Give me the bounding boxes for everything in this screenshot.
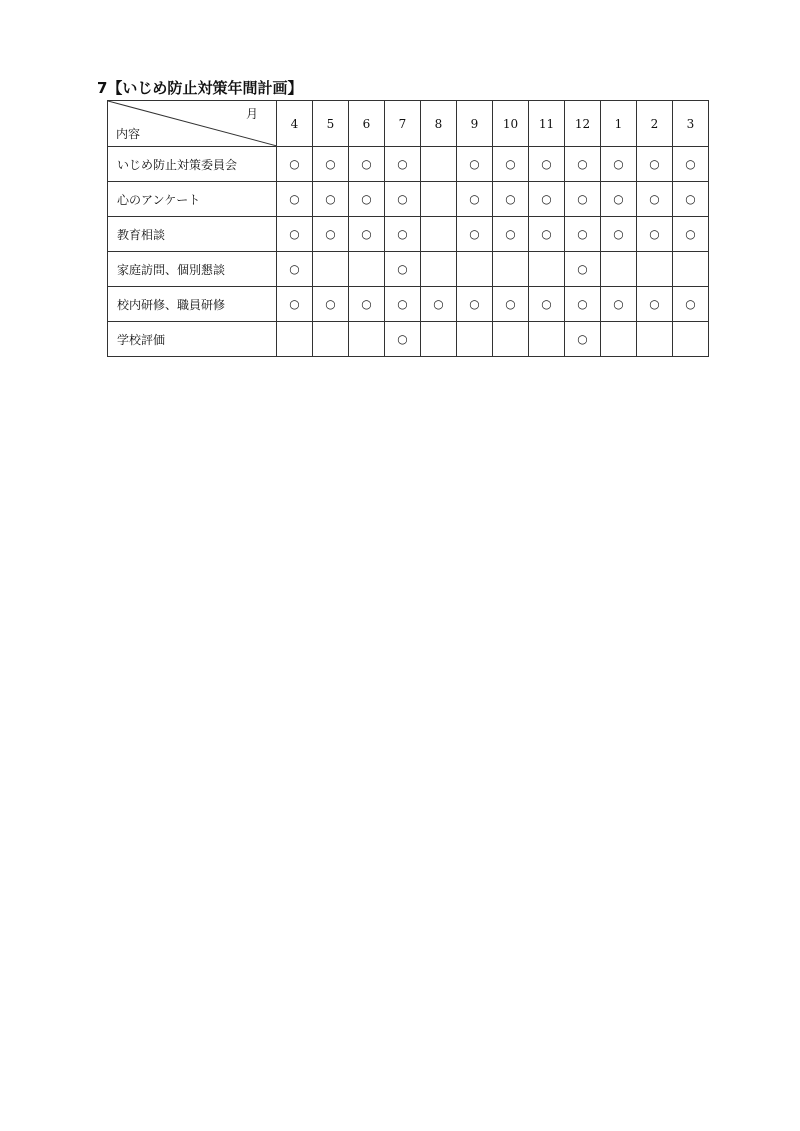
circle-mark-icon: ○	[541, 192, 552, 206]
scheduled-mark-cell	[673, 217, 709, 252]
circle-mark-icon: ○	[469, 297, 480, 311]
plan-table-body	[108, 147, 709, 357]
row-label-cell: 家庭訪問、個別懇談	[108, 252, 277, 287]
scheduled-mark-cell	[277, 182, 313, 217]
circle-mark-icon: ○	[433, 297, 444, 311]
empty-cell	[313, 322, 349, 357]
scheduled-mark-cell	[385, 322, 421, 357]
scheduled-mark-cell	[349, 182, 385, 217]
scheduled-mark-cell	[313, 182, 349, 217]
empty-cell	[493, 322, 529, 357]
empty-cell	[457, 322, 493, 357]
month-header-12: 12	[565, 101, 601, 147]
circle-mark-icon: ○	[505, 192, 516, 206]
scheduled-mark-cell	[673, 147, 709, 182]
scheduled-mark-cell	[637, 217, 673, 252]
circle-mark-icon: ○	[577, 332, 588, 346]
scheduled-mark-cell	[421, 287, 457, 322]
scheduled-mark-cell	[673, 182, 709, 217]
table-row	[108, 147, 709, 182]
circle-mark-icon: ○	[577, 157, 588, 171]
circle-mark-icon: ○	[685, 297, 696, 311]
page-heading: 7【いじめ防止対策年間計画】	[97, 79, 303, 97]
scheduled-mark-cell	[529, 287, 565, 322]
scheduled-mark-cell	[637, 182, 673, 217]
scheduled-mark-cell	[637, 147, 673, 182]
empty-cell	[529, 322, 565, 357]
table-row	[108, 252, 709, 287]
scheduled-mark-cell	[385, 182, 421, 217]
circle-mark-icon: ○	[325, 192, 336, 206]
scheduled-mark-cell	[457, 182, 493, 217]
circle-mark-icon: ○	[289, 262, 300, 276]
circle-mark-icon: ○	[325, 157, 336, 171]
month-header-5: 5	[313, 101, 349, 147]
circle-mark-icon: ○	[289, 157, 300, 171]
empty-cell	[421, 322, 457, 357]
empty-cell	[457, 252, 493, 287]
table-row	[108, 217, 709, 252]
circle-mark-icon: ○	[577, 262, 588, 276]
circle-mark-icon: ○	[649, 227, 660, 241]
circle-mark-icon: ○	[325, 297, 336, 311]
scheduled-mark-cell	[313, 147, 349, 182]
month-header-11: 11	[529, 101, 565, 147]
empty-cell	[349, 322, 385, 357]
circle-mark-icon: ○	[577, 297, 588, 311]
table-row	[108, 287, 709, 322]
empty-cell	[349, 252, 385, 287]
empty-cell	[421, 252, 457, 287]
empty-cell	[529, 252, 565, 287]
month-header-10: 10	[493, 101, 529, 147]
scheduled-mark-cell	[601, 182, 637, 217]
scheduled-mark-cell	[493, 287, 529, 322]
circle-mark-icon: ○	[397, 332, 408, 346]
scheduled-mark-cell	[529, 217, 565, 252]
scheduled-mark-cell	[493, 147, 529, 182]
month-header-3: 3	[673, 101, 709, 147]
circle-mark-icon: ○	[361, 192, 372, 206]
circle-mark-icon: ○	[397, 157, 408, 171]
scheduled-mark-cell	[565, 322, 601, 357]
scheduled-mark-cell	[385, 147, 421, 182]
row-label-cell: 校内研修、職員研修	[108, 287, 277, 322]
corner-month-label: 月	[245, 107, 258, 121]
scheduled-mark-cell	[457, 287, 493, 322]
empty-cell	[637, 322, 673, 357]
circle-mark-icon: ○	[469, 227, 480, 241]
circle-mark-icon: ○	[613, 192, 624, 206]
scheduled-mark-cell	[385, 217, 421, 252]
table-row	[108, 182, 709, 217]
scheduled-mark-cell	[277, 147, 313, 182]
empty-cell	[673, 252, 709, 287]
scheduled-mark-cell	[565, 147, 601, 182]
empty-cell	[313, 252, 349, 287]
empty-cell	[421, 217, 457, 252]
month-header-9: 9	[457, 101, 493, 147]
scheduled-mark-cell	[601, 147, 637, 182]
scheduled-mark-cell	[277, 287, 313, 322]
month-header-8: 8	[421, 101, 457, 147]
annual-plan-table	[107, 100, 709, 357]
row-label-cell: 学校評価	[108, 322, 277, 357]
circle-mark-icon: ○	[397, 297, 408, 311]
empty-cell	[493, 252, 529, 287]
circle-mark-icon: ○	[289, 297, 300, 311]
scheduled-mark-cell	[493, 217, 529, 252]
scheduled-mark-cell	[313, 287, 349, 322]
scheduled-mark-cell	[385, 252, 421, 287]
scheduled-mark-cell	[457, 217, 493, 252]
circle-mark-icon: ○	[325, 227, 336, 241]
scheduled-mark-cell	[673, 287, 709, 322]
table-row	[108, 322, 709, 357]
scheduled-mark-cell	[601, 217, 637, 252]
circle-mark-icon: ○	[397, 227, 408, 241]
empty-cell	[421, 182, 457, 217]
circle-mark-icon: ○	[541, 157, 552, 171]
month-header-6: 6	[349, 101, 385, 147]
circle-mark-icon: ○	[577, 192, 588, 206]
circle-mark-icon: ○	[613, 157, 624, 171]
empty-cell	[601, 322, 637, 357]
month-header-1: 1	[601, 101, 637, 147]
scheduled-mark-cell	[313, 217, 349, 252]
scheduled-mark-cell	[277, 252, 313, 287]
month-header-2: 2	[637, 101, 673, 147]
scheduled-mark-cell	[493, 182, 529, 217]
circle-mark-icon: ○	[361, 227, 372, 241]
scheduled-mark-cell	[277, 217, 313, 252]
empty-cell	[673, 322, 709, 357]
scheduled-mark-cell	[565, 287, 601, 322]
circle-mark-icon: ○	[361, 297, 372, 311]
circle-mark-icon: ○	[613, 297, 624, 311]
corner-header-cell	[108, 101, 277, 147]
scheduled-mark-cell	[565, 182, 601, 217]
scheduled-mark-cell	[457, 147, 493, 182]
row-label-cell: いじめ防止対策委員会	[108, 147, 277, 182]
circle-mark-icon: ○	[469, 157, 480, 171]
row-label-cell: 教育相談	[108, 217, 277, 252]
scheduled-mark-cell	[601, 287, 637, 322]
scheduled-mark-cell	[529, 182, 565, 217]
empty-cell	[637, 252, 673, 287]
month-header-7: 7	[385, 101, 421, 147]
circle-mark-icon: ○	[505, 227, 516, 241]
month-header-row	[108, 101, 709, 147]
empty-cell	[277, 322, 313, 357]
circle-mark-icon: ○	[613, 227, 624, 241]
scheduled-mark-cell	[349, 217, 385, 252]
empty-cell	[421, 147, 457, 182]
scheduled-mark-cell	[385, 287, 421, 322]
scheduled-mark-cell	[529, 147, 565, 182]
circle-mark-icon: ○	[649, 157, 660, 171]
scheduled-mark-cell	[349, 147, 385, 182]
circle-mark-icon: ○	[469, 192, 480, 206]
circle-mark-icon: ○	[649, 297, 660, 311]
scheduled-mark-cell	[565, 217, 601, 252]
row-label-cell: 心のアンケート	[108, 182, 277, 217]
circle-mark-icon: ○	[685, 157, 696, 171]
circle-mark-icon: ○	[577, 227, 588, 241]
circle-mark-icon: ○	[685, 227, 696, 241]
circle-mark-icon: ○	[397, 262, 408, 276]
scheduled-mark-cell	[637, 287, 673, 322]
circle-mark-icon: ○	[361, 157, 372, 171]
circle-mark-icon: ○	[289, 227, 300, 241]
empty-cell	[601, 252, 637, 287]
scheduled-mark-cell	[565, 252, 601, 287]
circle-mark-icon: ○	[541, 297, 552, 311]
circle-mark-icon: ○	[685, 192, 696, 206]
month-header-4: 4	[277, 101, 313, 147]
circle-mark-icon: ○	[397, 192, 408, 206]
circle-mark-icon: ○	[505, 297, 516, 311]
scheduled-mark-cell	[349, 287, 385, 322]
corner-content-label: 内容	[116, 127, 141, 141]
circle-mark-icon: ○	[649, 192, 660, 206]
circle-mark-icon: ○	[505, 157, 516, 171]
circle-mark-icon: ○	[541, 227, 552, 241]
circle-mark-icon: ○	[289, 192, 300, 206]
